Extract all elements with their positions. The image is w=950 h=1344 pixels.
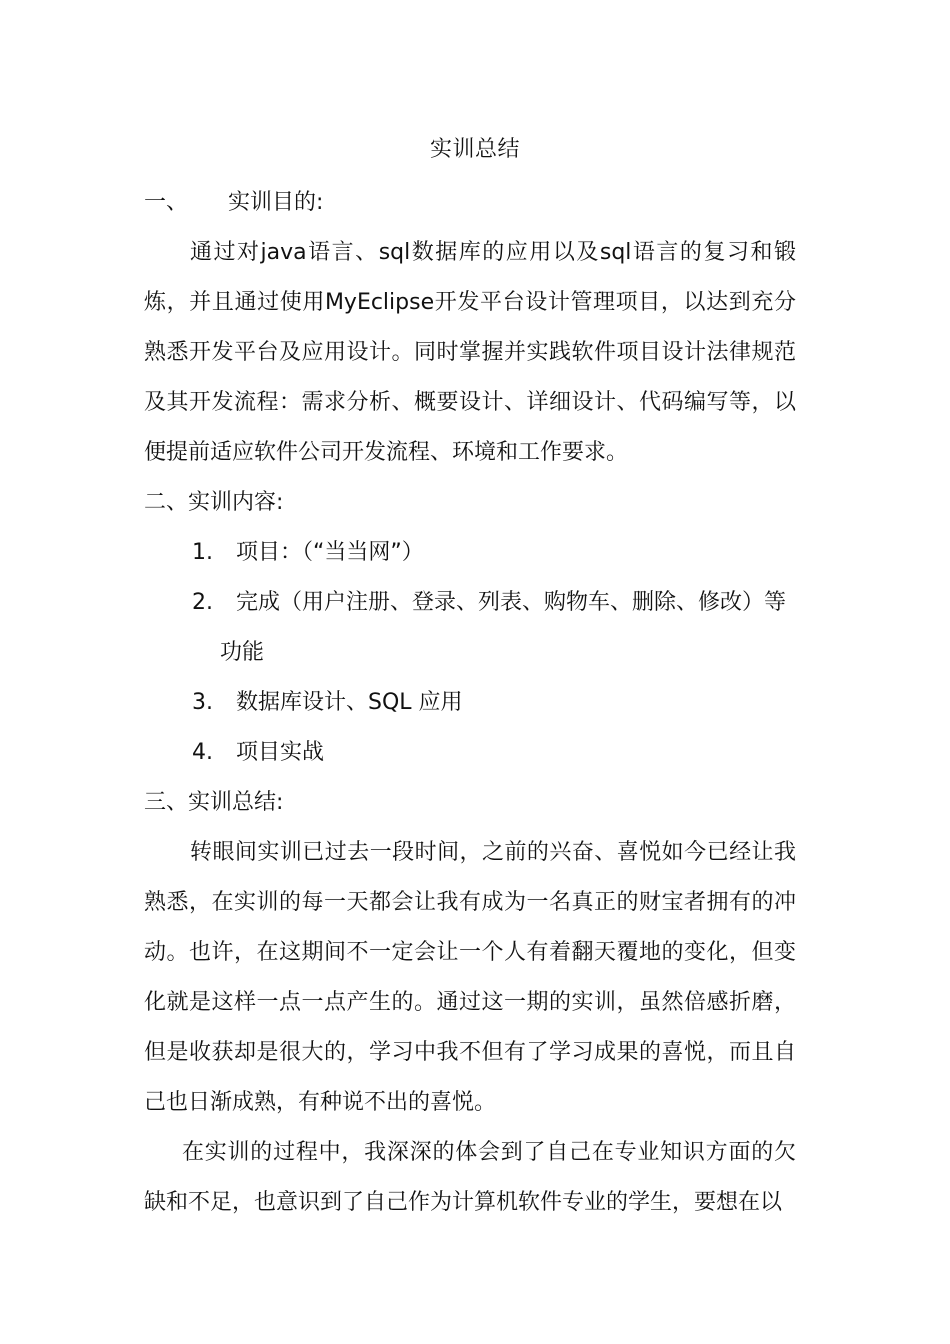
section-1-heading — [144, 178, 796, 228]
section-2-list — [144, 528, 796, 778]
document-body — [144, 178, 796, 1228]
list-item — [192, 528, 796, 578]
section-3-heading: 三、实训总结: — [144, 790, 284, 815]
section-1-title: 实训目的: — [228, 190, 324, 215]
list-item — [192, 678, 796, 728]
section-1-paragraph: 通过对java语言、sql数据库的应用以及sql语言的复习和锻炼，并且通过使用MyEclipse开发平台设计管理项目，以达到充分熟悉开发平台及应用设计。同时掌握并实践软件项目设计法律规范及其开发流程：需求分析、概要设计、详细设计、代码编写等，以便提前适应软件公司开发流程、环境和工作要求。 — [144, 240, 796, 465]
list-item-number: 4. — [192, 740, 213, 765]
section-3-paragraph-1: 转眼间实训已过去一段时间，之前的兴奋、喜悦如今已经让我熟悉，在实训的每一天都会让我有成为一名真正的财宝者拥有的冲动。也许，在这期间不一定会让一个人有着翻天覆地的变化，但变化就是这样一点一点产生的。通过这一期的实训，虽然倍感折磨，但是收获却是很大的，学习中我不但有了学习成果的喜悦，而且自己也日渐成熟，有种说不出的喜悦。 — [144, 840, 796, 1115]
list-item-text: 完成（用户注册、登录、列表、购物车、删除、修改）等 — [236, 590, 787, 615]
list-item-text: 项目实战 — [236, 740, 325, 765]
list-item-text: 项目：（“当当网”） — [236, 540, 424, 565]
list-item-text-continued: 功能 — [220, 640, 265, 665]
document-title: 实训总结 — [429, 137, 520, 162]
list-item-number: 2. — [192, 590, 213, 615]
section-2-heading: 二、实训内容: — [144, 490, 284, 515]
list-item — [192, 578, 796, 678]
section-1-number: 一、 — [144, 190, 189, 215]
list-item-text: 数据库设计、SQL 应用 — [236, 690, 463, 715]
list-item — [192, 728, 796, 778]
list-item-number: 1. — [192, 540, 213, 565]
section-3-paragraph-2: 在实训的过程中，我深深的体会到了自己在专业知识方面的欠缺和不足，也意识到了自己作为计算机软件专业的学生，要想在以 — [144, 1140, 796, 1215]
list-item-number: 3. — [192, 690, 213, 715]
